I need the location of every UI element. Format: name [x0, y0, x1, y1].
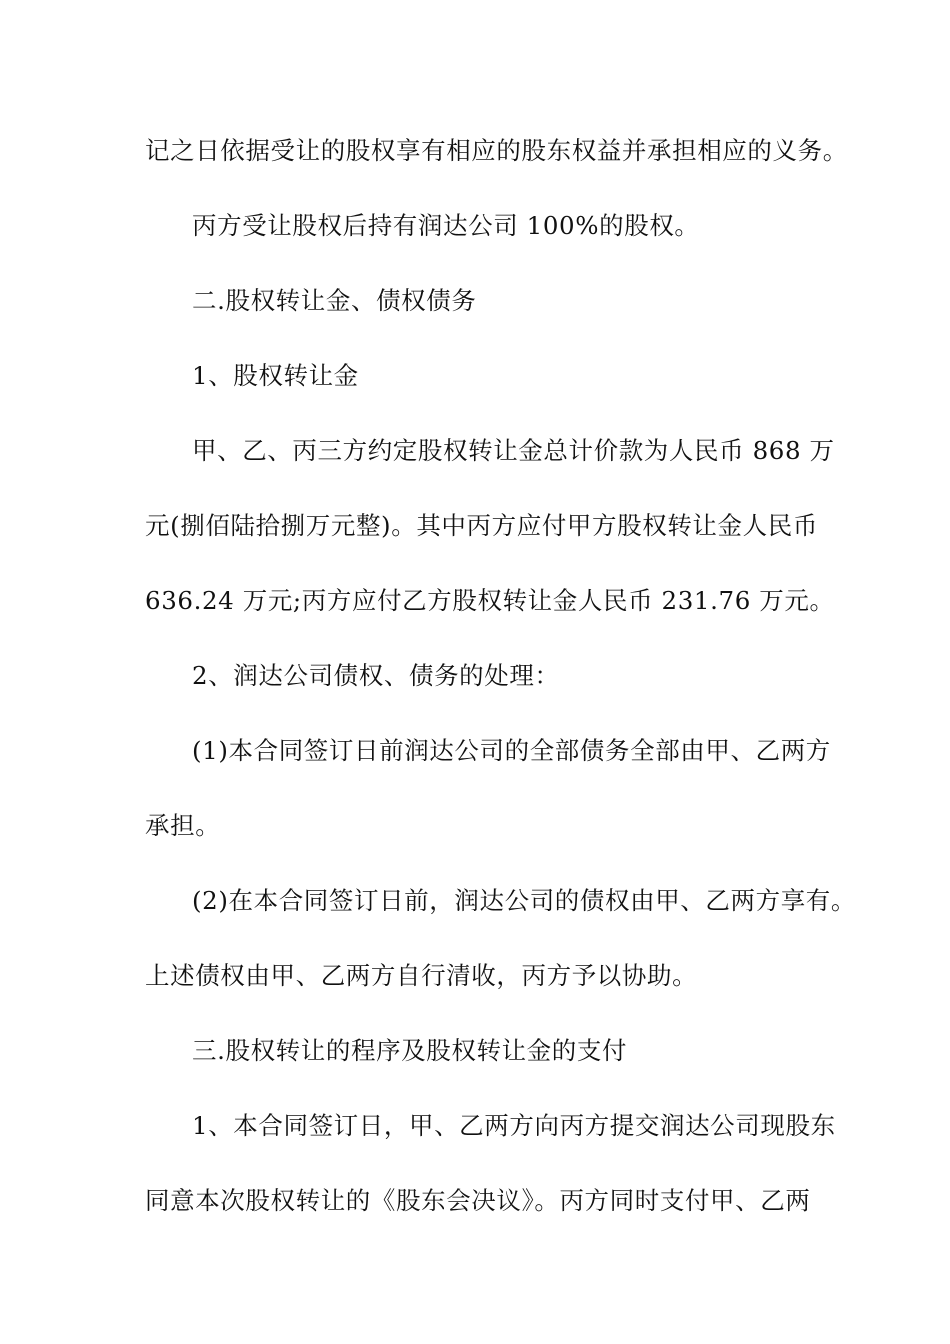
subsection-heading: 2、润达公司债权、债务的处理：: [192, 661, 560, 690]
paragraph-line: 元(捌佰陆拾捌万元整)。其中丙方应付甲方股权转让金人民币: [145, 511, 818, 540]
paragraph-line: 甲、乙、丙三方约定股权转让金总计价款为人民币 868 万: [192, 436, 835, 465]
paragraph-line: 1、本合同签订日，甲、乙两方向丙方提交润达公司现股东: [192, 1111, 836, 1140]
paragraph-line: 同意本次股权转让的《股东会决议》。丙方同时支付甲、乙两: [145, 1186, 811, 1215]
paragraph-line: 636.24 万元;丙方应付乙方股权转让金人民币 231.76 万元。: [145, 586, 835, 615]
paragraph-line: (2)在本合同签订日前，润达公司的债权由甲、乙两方享有。: [192, 886, 857, 915]
paragraph-line: 丙方受让股权后持有润达公司 100%的股权。: [192, 211, 700, 240]
section-heading: 三.股权转让的程序及股权转让金的支付: [192, 1036, 628, 1065]
paragraph-line: 承担。: [145, 811, 221, 840]
section-heading: 二.股权转让金、债权债务: [192, 286, 477, 315]
subsection-heading: 1、股权转让金: [192, 361, 359, 390]
paragraph-line: 上述债权由甲、乙两方自行清收，丙方予以协助。: [145, 961, 698, 990]
paragraph-line: 记之日依据受让的股权享有相应的股东权益并承担相应的义务。: [145, 136, 848, 165]
paragraph-line: (1)本合同签订日前润达公司的全部债务全部由甲、乙两方: [192, 736, 831, 765]
